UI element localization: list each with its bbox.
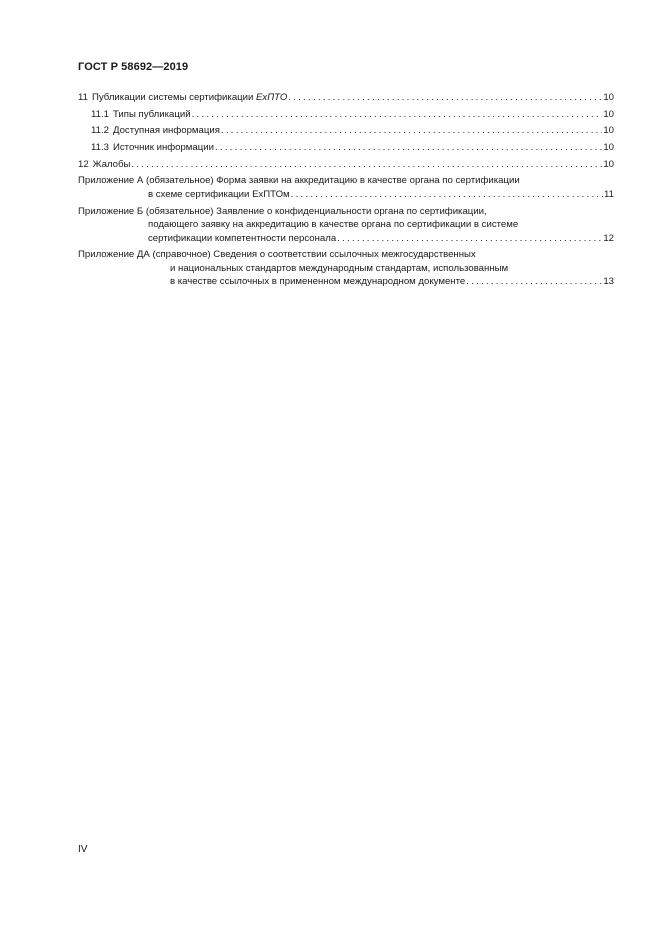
toc-entry-11-2 (78, 124, 614, 138)
toc-entry-title: Доступная информация (112, 125, 220, 137)
appendix-last-line (78, 275, 614, 289)
toc-entry-11 (78, 91, 614, 105)
toc-entry-11-1 (78, 108, 614, 122)
table-of-contents (78, 91, 614, 289)
appendix-title-line: и национальных стандартов международным стандартам, использованным (170, 262, 509, 274)
toc-entry-title: Типы публикаций (112, 108, 191, 120)
toc-entry-number: 12 (78, 158, 89, 170)
toc-leader-dots (288, 91, 602, 105)
toc-leader-dots (215, 141, 602, 155)
appendix-title-line: подающего заявку на аккредитацию в качестве органа по сертификации в системе (148, 219, 519, 231)
toc-leader-dots (131, 158, 602, 172)
toc-leader-dots (466, 275, 602, 289)
toc-page-number: 11 (604, 188, 614, 200)
appendix-title-line: в качестве ссылочных в примененном международном документе (170, 276, 466, 288)
toc-appendix-b (78, 205, 614, 246)
toc-entry-title: Жалобы (92, 158, 131, 170)
toc-entry-number: 11 (78, 92, 88, 103)
appendix-title-line: Приложение Б (обязательное) Заявление о конфиденциальности органа по сертификации, (78, 205, 487, 217)
appendix-last-line (78, 188, 614, 202)
toc-page-number: 10 (603, 125, 614, 137)
toc-page-number: 10 (603, 142, 614, 154)
toc-entry-title: Источник информации (112, 142, 214, 154)
appendix-title-line: Приложение А (обязательное) Форма заявки на аккредитацию в качестве органа по сертификации (78, 175, 520, 187)
toc-entry-number: 11.3 (91, 142, 109, 154)
page-number-footer: IV (78, 844, 88, 855)
toc-leader-dots (291, 188, 603, 202)
toc-entry-12 (78, 158, 614, 172)
toc-page-number: 13 (603, 276, 614, 288)
toc-entry-number: 11.2 (91, 125, 109, 137)
appendix-title-line: Приложение ДА (справочное) Сведения о соответствии ссылочных межгосударственных (78, 249, 476, 261)
toc-leader-dots (337, 232, 602, 246)
toc-page-number: 10 (603, 158, 614, 170)
toc-entry-11-3 (78, 141, 614, 155)
document-code-header: ГОСТ Р 58692—2019 (78, 61, 189, 73)
toc-entry-title (92, 91, 287, 105)
toc-page-number: 10 (603, 92, 614, 103)
toc-entry-title-text: Публикации системы сертификации (91, 92, 257, 103)
toc-leader-dots (192, 108, 603, 122)
toc-entry-number: 11.1 (91, 108, 109, 120)
toc-leader-dots (221, 124, 602, 138)
toc-appendix-da (78, 248, 614, 289)
toc-page-number: 10 (603, 108, 614, 120)
toc-entry-title-italic: ExПТО (256, 92, 288, 103)
toc-page-number: 12 (603, 232, 614, 244)
appendix-title-line: в схеме сертификации ExПТОм (148, 188, 290, 200)
appendix-last-line (78, 232, 614, 246)
toc-appendix-a (78, 174, 614, 201)
appendix-title-line: сертификации компетентности персонала (148, 232, 337, 244)
